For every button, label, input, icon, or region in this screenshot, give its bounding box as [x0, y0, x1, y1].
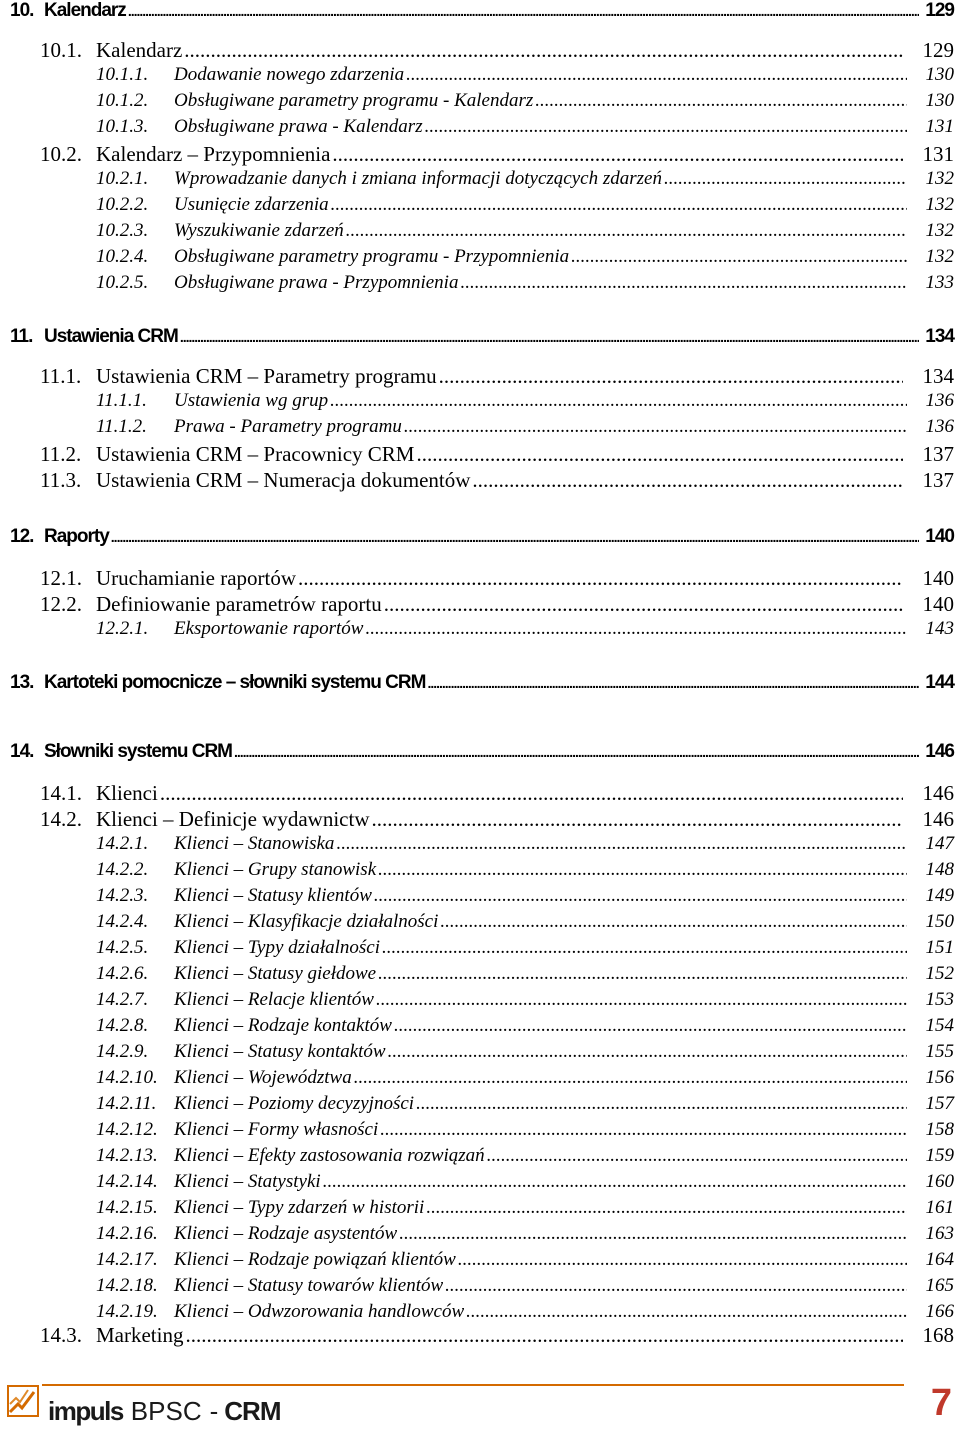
- toc-entry-number: 11.1.: [40, 364, 82, 388]
- toc-dot-leader: [440, 911, 907, 933]
- toc-entry-title: Wyszukiwanie zdarzeń: [174, 220, 344, 241]
- brand-bpsc: BPSC: [130, 1396, 202, 1426]
- toc-entry-number: 11.3.: [40, 468, 82, 492]
- toc-entry-page: 158: [925, 1119, 954, 1140]
- toc-entry-page: 144: [925, 672, 954, 693]
- toc-entry-level-1[interactable]: [0, 0, 960, 30]
- toc-dot-leader: [378, 859, 907, 881]
- toc-entry-title: Obsługiwane prawa - Przypomnienia: [174, 272, 459, 293]
- toc-entry-page: 133: [925, 272, 954, 293]
- toc-entry-page: 136: [925, 416, 954, 437]
- toc-entry-number: 10.2.4.: [96, 246, 149, 267]
- toc-entry-level-3[interactable]: [0, 168, 960, 194]
- brand-dash: -: [209, 1396, 219, 1426]
- toc-entry-number: 12.2.1.: [96, 618, 149, 639]
- toc-entry-number: 14.2.1.: [96, 833, 149, 854]
- toc-entry-number: 12.1.: [40, 566, 82, 590]
- toc-entry-page: 129: [925, 0, 954, 21]
- toc-entry-page: 164: [925, 1249, 954, 1270]
- toc-dot-leader: [111, 529, 919, 545]
- toc-dot-leader: [487, 1145, 907, 1167]
- toc-entry-number: 12.2.: [40, 592, 82, 616]
- toc-entry-title: Prawa - Parametry programu: [174, 416, 402, 437]
- toc-entry-title: Klienci – Typy zdarzeń w historii: [174, 1197, 425, 1218]
- toc-dot-leader: [346, 220, 907, 242]
- toc-entry-number: 14.2.15.: [96, 1197, 158, 1218]
- toc-entry-number: 10.1.3.: [96, 116, 149, 137]
- toc-entry-level-3[interactable]: [0, 833, 960, 859]
- toc-entry-level-2[interactable]: [0, 38, 960, 64]
- toc-dot-leader: [382, 937, 907, 959]
- toc-entry-number: 10.2.1.: [96, 168, 149, 189]
- impuls-logo-icon: [6, 1384, 40, 1418]
- toc-entry-level-2[interactable]: [0, 364, 960, 390]
- toc-entry-title: Eksportowanie raportów: [174, 618, 364, 639]
- toc-entry-level-3[interactable]: [0, 1041, 960, 1067]
- toc-entry-title: Klienci – Poziomy decyzyjności: [174, 1093, 415, 1114]
- toc-entry-title: Ustawienia wg grup: [174, 390, 329, 411]
- toc-entry-level-3[interactable]: [0, 885, 960, 911]
- toc-entry-level-2[interactable]: [0, 566, 960, 592]
- toc-entry-number: 14.2.11.: [96, 1093, 157, 1114]
- toc-dot-leader: [416, 442, 903, 467]
- toc-dot-leader: [372, 807, 904, 832]
- toc-dot-leader: [380, 1119, 907, 1141]
- toc-entry-number: 11.1.1.: [96, 390, 147, 411]
- toc-dot-leader: [571, 246, 907, 268]
- toc-dot-leader: [185, 1323, 903, 1348]
- toc-entry-title: Klienci – Relacje klientów: [174, 989, 374, 1010]
- toc-entry-title: Klienci – Formy własności: [174, 1119, 379, 1140]
- toc-entry-level-3[interactable]: [0, 989, 960, 1015]
- toc-entry-level-3[interactable]: [0, 937, 960, 963]
- toc-dot-leader: [445, 1275, 907, 1297]
- toc-entry-level-3[interactable]: [0, 272, 960, 298]
- toc-entry-number: 10.1.1.: [96, 64, 149, 85]
- toc-entry-title: Marketing: [96, 1323, 184, 1347]
- toc-entry-title: Klienci – Typy działalności: [174, 937, 380, 958]
- toc-entry-title: Ustawienia CRM – Parametry programu: [96, 364, 437, 388]
- toc-entry-title: Ustawienia CRM – Pracownicy CRM: [96, 442, 415, 466]
- toc-entry-page: 136: [925, 390, 954, 411]
- toc-entry-page: 132: [925, 246, 954, 267]
- toc-dot-leader: [160, 781, 903, 806]
- toc-entry-number: 14.: [10, 741, 34, 762]
- toc-dot-leader: [180, 329, 919, 345]
- toc-entry-page: 149: [925, 885, 954, 906]
- toc-dot-leader: [374, 885, 907, 907]
- page-number: 7: [930, 1382, 952, 1424]
- toc-dot-leader: [426, 1197, 907, 1219]
- brand-name: [48, 1396, 281, 1427]
- toc-entry-number: 14.2.9.: [96, 1041, 149, 1062]
- toc-entry-level-1[interactable]: [0, 526, 960, 556]
- toc-dot-leader: [336, 833, 907, 855]
- toc-entry-number: 10.1.: [40, 38, 82, 62]
- toc-entry-title: Wprowadzanie danych i zmiana informacji dotyczących zdarzeń: [174, 168, 662, 189]
- toc-entry-level-3[interactable]: [0, 220, 960, 246]
- toc-entry-level-3[interactable]: [0, 246, 960, 272]
- toc-entry-number: 10.2.3.: [96, 220, 149, 241]
- toc-entry-level-2[interactable]: [0, 1323, 960, 1349]
- toc-entry-page: 129: [922, 38, 954, 62]
- toc-dot-leader: [365, 618, 907, 640]
- toc-entry-page: 130: [925, 90, 954, 111]
- toc-entry-page: 143: [925, 618, 954, 639]
- toc-entry-level-2[interactable]: [0, 468, 960, 494]
- toc-entry-title: Klienci – Definicje wydawnictw: [96, 807, 370, 831]
- toc-entry-level-3[interactable]: [0, 194, 960, 220]
- toc-entry-page: 140: [922, 566, 954, 590]
- toc-entry-number: 10.: [10, 0, 34, 21]
- toc-entry-page: 132: [925, 194, 954, 215]
- brand-impuls: impuls: [48, 1396, 123, 1426]
- toc-entry-level-2[interactable]: [0, 442, 960, 468]
- toc-entry-number: 14.2.3.: [96, 885, 149, 906]
- brand-crm: CRM: [224, 1396, 281, 1426]
- toc-entry-number: 12.: [10, 526, 34, 547]
- toc-entry-number: 14.2.19.: [96, 1301, 158, 1322]
- toc-entry-number: 14.2.17.: [96, 1249, 158, 1270]
- toc-entry-page: 131: [925, 116, 954, 137]
- toc-entry-number: 14.2.14.: [96, 1171, 158, 1192]
- toc-entry-title: Klienci – Grupy stanowisk: [174, 859, 377, 880]
- toc-entry-number: 14.2.10.: [96, 1067, 158, 1088]
- toc-entry-title: Klienci – Statusy klientów: [174, 885, 372, 906]
- toc-dot-leader: [406, 64, 907, 86]
- toc-dot-leader: [399, 1223, 907, 1245]
- toc-entry-title: Klienci – Rodzaje asystentów: [174, 1223, 398, 1244]
- toc-entry-level-3[interactable]: [0, 416, 960, 442]
- toc-entry-level-3[interactable]: [0, 1145, 960, 1171]
- toc-entry-page: 155: [925, 1041, 954, 1062]
- toc-entry-level-3[interactable]: [0, 90, 960, 116]
- toc-entry-number: 11.1.2.: [96, 416, 147, 437]
- footer-rule: [42, 1384, 904, 1386]
- toc-dot-leader: [458, 1249, 907, 1271]
- toc-entry-page: 134: [922, 364, 954, 388]
- toc-entry-number: 14.2.5.: [96, 937, 149, 958]
- toc-entry-title: Usunięcie zdarzenia: [174, 194, 329, 215]
- toc-entry-page: 140: [922, 592, 954, 616]
- toc-entry-number: 10.1.2.: [96, 90, 149, 111]
- toc-entry-page: 165: [925, 1275, 954, 1296]
- toc-entry-level-3[interactable]: [0, 116, 960, 142]
- toc-entry-page: 152: [925, 963, 954, 984]
- toc-entry-level-3[interactable]: [0, 1197, 960, 1223]
- toc-entry-page: 160: [925, 1171, 954, 1192]
- toc-entry-page: 163: [925, 1223, 954, 1244]
- toc-entry-title: Słowniki systemu CRM: [44, 741, 232, 762]
- toc-entry-page: 146: [925, 741, 954, 762]
- toc-entry-level-3[interactable]: [0, 1067, 960, 1093]
- toc-entry-number: 14.2.18.: [96, 1275, 158, 1296]
- toc-entry-title: Klienci – Statystyki: [174, 1171, 321, 1192]
- toc-dot-leader: [394, 1015, 907, 1037]
- toc-dot-leader: [330, 390, 907, 412]
- toc-entry-title: Klienci – Statusy giełdowe: [174, 963, 377, 984]
- toc-entry-title: Ustawienia CRM: [44, 326, 178, 347]
- toc-entry-title: Klienci – Efekty zastosowania rozwiązań: [174, 1145, 485, 1166]
- toc-entry-level-3[interactable]: [0, 1171, 960, 1197]
- toc-entry-page: 151: [925, 937, 954, 958]
- toc-entry-title: Klienci – Województwa: [174, 1067, 352, 1088]
- toc-entry-number: 14.2.8.: [96, 1015, 149, 1036]
- toc-entry-page: 159: [925, 1145, 954, 1166]
- toc-dot-leader: [298, 566, 903, 591]
- toc-dot-leader: [466, 1301, 907, 1323]
- toc-entry-number: 14.2.12.: [96, 1119, 158, 1140]
- toc-entry-level-2[interactable]: [0, 781, 960, 807]
- toc-dot-leader: [425, 116, 907, 138]
- toc-entry-number: 14.2.7.: [96, 989, 149, 1010]
- toc-entry-number: 10.2.: [40, 142, 82, 166]
- toc-dot-leader: [184, 38, 903, 63]
- toc-entry-level-3[interactable]: [0, 1275, 960, 1301]
- toc-entry-number: 10.2.2.: [96, 194, 149, 215]
- toc-entry-page: 156: [925, 1067, 954, 1088]
- toc-dot-leader: [128, 3, 919, 19]
- toc-entry-page: 154: [925, 1015, 954, 1036]
- toc-entry-level-3[interactable]: [0, 1249, 960, 1275]
- toc-dot-leader: [535, 90, 907, 112]
- toc-entry-page: 157: [925, 1093, 954, 1114]
- toc-dot-leader: [472, 468, 903, 493]
- toc-dot-leader: [416, 1093, 907, 1115]
- toc-entry-number: 14.2.: [40, 807, 82, 831]
- toc-entry-level-3[interactable]: [0, 1093, 960, 1119]
- toc-entry-page: 132: [925, 220, 954, 241]
- toc-entry-page: 147: [925, 833, 954, 854]
- toc-entry-title: Klienci – Stanowiska: [174, 833, 335, 854]
- toc-entry-number: 11.2.: [40, 442, 82, 466]
- toc-entry-title: Kalendarz – Przypomnienia: [96, 142, 331, 166]
- toc-dot-leader: [331, 194, 907, 216]
- toc-entry-level-1[interactable]: [0, 326, 960, 356]
- toc-dot-leader: [664, 168, 907, 190]
- toc-entry-page: 146: [922, 807, 954, 831]
- toc-entry-title: Obsługiwane prawa - Kalendarz: [174, 116, 423, 137]
- toc-entry-number: 14.1.: [40, 781, 82, 805]
- toc-dot-leader: [323, 1171, 907, 1193]
- toc-entry-page: 137: [922, 442, 954, 466]
- toc-dot-leader: [376, 989, 907, 1011]
- toc-entry-page: 150: [925, 911, 954, 932]
- toc-entry-title: Obsługiwane parametry programu - Przypomnienia: [174, 246, 570, 267]
- toc-entry-title: Kartoteki pomocnicze – słowniki systemu CRM: [44, 672, 426, 693]
- toc-entry-title: Dodawanie nowego zdarzenia: [174, 64, 405, 85]
- toc-entry-level-3[interactable]: [0, 859, 960, 885]
- toc-entry-number: 14.3.: [40, 1323, 82, 1347]
- toc-entry-title: Klienci – Rodzaje kontaktów: [174, 1015, 392, 1036]
- toc-entry-level-3[interactable]: [0, 1119, 960, 1145]
- toc-entry-level-3[interactable]: [0, 963, 960, 989]
- toc-entry-number: 14.2.6.: [96, 963, 149, 984]
- toc-entry-page: 148: [925, 859, 954, 880]
- toc-entry-page: 146: [922, 781, 954, 805]
- toc-entry-title: Kalendarz: [96, 38, 183, 62]
- toc-entry-level-1[interactable]: [0, 741, 960, 771]
- toc-entry-title: Klienci – Rodzaje powiązań klientów: [174, 1249, 456, 1270]
- toc-entry-title: Kalendarz: [44, 0, 126, 21]
- toc-entry-page: 153: [925, 989, 954, 1010]
- toc-entry-page: 130: [925, 64, 954, 85]
- toc-entry-title: Ustawienia CRM – Numeracja dokumentów: [96, 468, 471, 492]
- toc-entry-level-2[interactable]: [0, 592, 960, 618]
- toc-dot-leader: [388, 1041, 907, 1063]
- toc-entry-level-3[interactable]: [0, 1015, 960, 1041]
- toc-entry-level-3[interactable]: [0, 618, 960, 644]
- toc-entry-title: Obsługiwane parametry programu - Kalendarz: [174, 90, 534, 111]
- toc-entry-level-2[interactable]: [0, 807, 960, 833]
- toc-entry-title: Uruchamianie raportów: [96, 566, 297, 590]
- toc-entry-title: Definiowanie parametrów raportu: [96, 592, 382, 616]
- toc-entry-number: 14.2.13.: [96, 1145, 158, 1166]
- toc-entry-number: 13.: [10, 672, 34, 693]
- toc-dot-leader: [332, 142, 903, 167]
- toc-dot-leader: [460, 272, 907, 294]
- toc-entry-number: 10.2.5.: [96, 272, 149, 293]
- toc-entry-page: 161: [925, 1197, 954, 1218]
- toc-entry-level-3[interactable]: [0, 64, 960, 90]
- toc-entry-number: 14.2.16.: [96, 1223, 158, 1244]
- toc-entry-title: Klienci – Statusy towarów klientów: [174, 1275, 444, 1296]
- toc-dot-leader: [439, 364, 903, 389]
- toc-entry-level-3[interactable]: [0, 1223, 960, 1249]
- toc-dot-leader: [354, 1067, 907, 1089]
- toc-dot-leader: [404, 416, 907, 438]
- toc-entry-level-1[interactable]: [0, 672, 960, 702]
- toc-entry-number: 14.2.4.: [96, 911, 149, 932]
- toc-entry-page: 137: [922, 468, 954, 492]
- toc-entry-number: 14.2.2.: [96, 859, 149, 880]
- toc-dot-leader: [427, 675, 919, 691]
- toc-entry-title: Klienci – Odwzorowania handlowców: [174, 1301, 465, 1322]
- toc-entry-title: Klienci – Statusy kontaktów: [174, 1041, 386, 1062]
- toc-entry-page: 166: [925, 1301, 954, 1322]
- toc-dot-leader: [384, 592, 903, 617]
- toc-entry-page: 132: [925, 168, 954, 189]
- page-footer: [0, 1380, 960, 1431]
- toc-entry-title: Klienci – Klasyfikacje działalności: [174, 911, 439, 932]
- toc-entry-title: Klienci: [96, 781, 158, 805]
- toc-entry-level-3[interactable]: [0, 390, 960, 416]
- toc-entry-page: 134: [925, 326, 954, 347]
- toc-entry-number: 11.: [10, 326, 33, 347]
- toc-dot-leader: [234, 744, 919, 760]
- toc-entry-page: 140: [925, 526, 954, 547]
- toc-entry-page: 168: [922, 1323, 954, 1347]
- toc-entry-level-2[interactable]: [0, 142, 960, 168]
- toc-entry-page: 131: [922, 142, 954, 166]
- toc-entry-title: Raporty: [44, 526, 109, 547]
- toc-entry-level-3[interactable]: [0, 911, 960, 937]
- toc-dot-leader: [378, 963, 907, 985]
